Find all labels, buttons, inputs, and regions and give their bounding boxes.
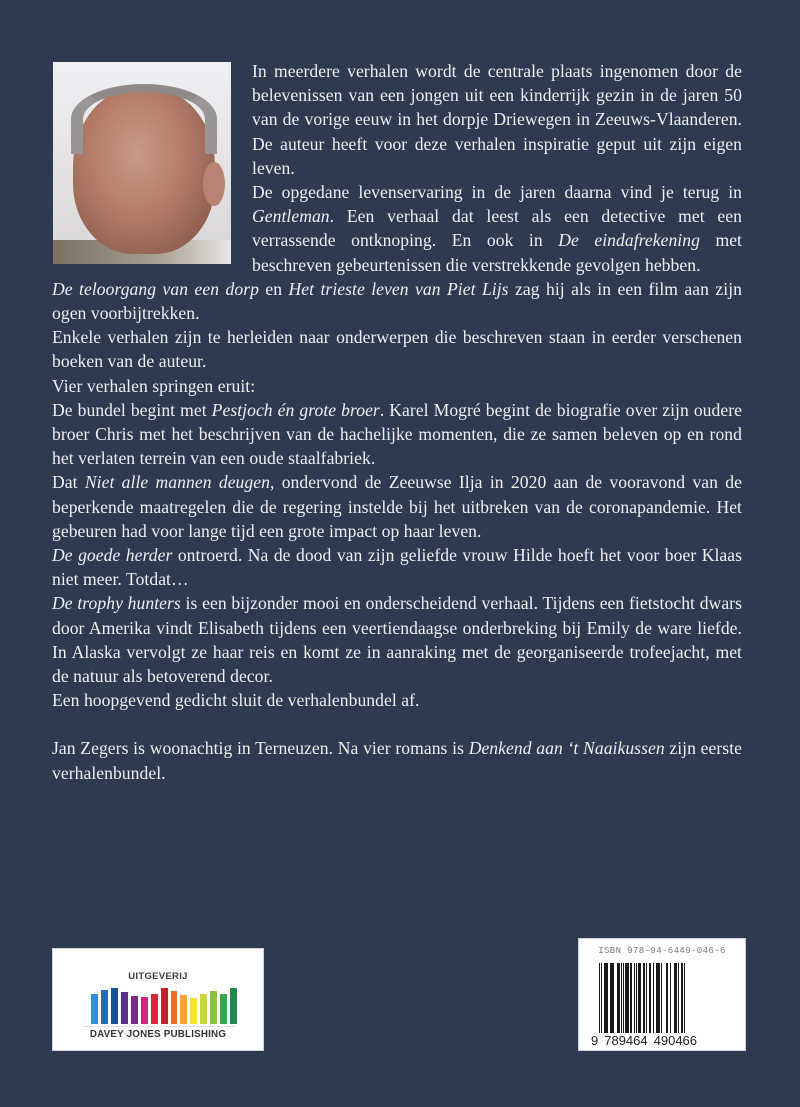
publisher-logo-label: UITGEVERIJ — [128, 971, 188, 982]
publisher-logo — [52, 948, 264, 1051]
logo-book-bar — [210, 991, 217, 1024]
italic-title: Niet alle mannen deugen — [84, 472, 270, 493]
logo-book-bar — [121, 992, 128, 1024]
logo-book-bar — [111, 988, 118, 1024]
text-run: met beschreven gebeurtenissen die verstrekkende gevolgen hebben. — [252, 230, 743, 275]
text-run: Een hoopgevend gedicht sluit de verhalenbundel af. — [52, 690, 420, 711]
blurb-paragraph — [52, 591, 742, 688]
logo-book-bar — [91, 994, 98, 1024]
italic-title: De goede herder — [52, 545, 173, 566]
blurb-paragraph — [52, 688, 742, 712]
logo-book-bar — [101, 990, 108, 1024]
blurb-paragraph — [52, 543, 742, 591]
publisher-name: DAVEY JONES PUBLISHING — [89, 1029, 227, 1040]
text-run: De bundel begint met — [52, 399, 212, 420]
barcode-digits — [591, 1033, 737, 1048]
publisher-logo-shelf — [83, 1026, 235, 1027]
logo-book-bar — [131, 996, 138, 1024]
text-run: is een bijzonder mooi en onderscheidend verhaal. Tijdens een fietstocht dwars door Amerika vindt Elisabeth tijdens een veertiendaagse onderbreking bij Emily de ware liefde. In Alaska vervolgt ze haar reis en komt ze in aanraking met de georganiseerde trofeejacht, met de natuur als betoverend decor. — [52, 593, 742, 687]
italic-title: De teloorgang van een dorp — [52, 278, 259, 299]
text-run: Jan Zegers is woonachtig in Terneuzen. Na vier romans is — [52, 738, 469, 759]
text-run: Enkele verhalen zijn te herleiden naar onderwerpen die beschreven staan in eerder verschenen boeken van de auteur. — [52, 327, 742, 372]
logo-book-bar — [230, 988, 237, 1024]
text-run: ontroerd. Na de dood van zijn geliefde vrouw Hilde hoeft het voor boer Klaas niet meer. Totdat… — [52, 545, 742, 590]
logo-book-bar — [200, 994, 207, 1024]
barcode-digit-group-1: 789464 — [604, 1033, 648, 1048]
logo-book-bar — [220, 994, 227, 1024]
logo-book-bar — [180, 995, 187, 1024]
logo-book-bar — [151, 994, 158, 1024]
barcode-bar — [685, 963, 686, 1033]
back-cover-blurb — [52, 59, 742, 785]
text-run: , ondervond de Zeeuwse Ilja in 2020 aan de vooravond van de beperkende maatregelen die de regering instelde bij het uitbreken van de coronapandemie. Het gebeuren had voor lange tijd een grote impact op haar leven. — [52, 472, 742, 541]
italic-title: Denkend aan ‘t Naaikussen — [468, 738, 665, 759]
blurb-paragraph — [52, 325, 742, 373]
blurb-paragraph — [52, 277, 742, 325]
blurb-paragraph — [52, 398, 742, 471]
logo-book-bar — [171, 991, 178, 1024]
blurb-paragraph — [52, 470, 742, 543]
text-run: zag hij als in een film aan zijn ogen voorbijtrekken. — [52, 278, 742, 324]
isbn-barcode — [578, 938, 746, 1051]
text-run: zijn eerste verhalenbundel. — [52, 738, 742, 783]
logo-book-bar — [190, 998, 197, 1024]
publisher-logo-books-icon — [91, 986, 237, 1024]
barcode-bars-icon — [599, 963, 727, 1033]
barcode-digit-group-2: 490466 — [653, 1033, 698, 1048]
italic-title: Pestjoch én grote broer — [211, 399, 380, 420]
text-run: en — [258, 278, 289, 299]
blurb-paragraph — [52, 374, 742, 398]
text-run: Vier verhalen springen eruit: — [52, 375, 256, 396]
text-run: . Een verhaal dat leest als een detective met een verrassende ontknoping. En ook in — [252, 206, 742, 251]
text-run: In meerdere verhalen wordt de centrale plaats ingenomen door de belevenissen van een jongen uit een kinderrijk gezin in de jaren 50 van de vorige eeuw in het dorpje Driewegen in Zeeuws-Vlaanderen. De auteur heeft voor deze verhalen inspiratie geput uit zijn eigen leven. — [252, 61, 742, 178]
photo-spacer — [52, 59, 252, 265]
barcode-digit-lead: 9 — [591, 1033, 599, 1048]
italic-title: Het trieste leven van Piet Lijs — [288, 278, 509, 299]
isbn-label: ISBN 978-94-6449-046-6 — [598, 946, 726, 956]
italic-title: De trophy hunters — [52, 593, 181, 614]
italic-title: De eindafrekening — [558, 230, 700, 251]
text-run: . Karel Mogré begint de biografie over zijn oudere broer Chris met het beschrijven van de hachelijke momenten, die ze samen beleven op en rond het verlaten terrein van een oude staalfabriek. — [52, 399, 743, 469]
logo-book-bar — [141, 997, 148, 1024]
author-bio — [52, 736, 742, 784]
text-run: Dat — [52, 472, 85, 493]
text-run: De opgedane levenservaring in de jaren daarna vind je terug in — [252, 182, 742, 203]
italic-title: Gentleman — [252, 206, 330, 227]
logo-book-bar — [161, 988, 168, 1024]
